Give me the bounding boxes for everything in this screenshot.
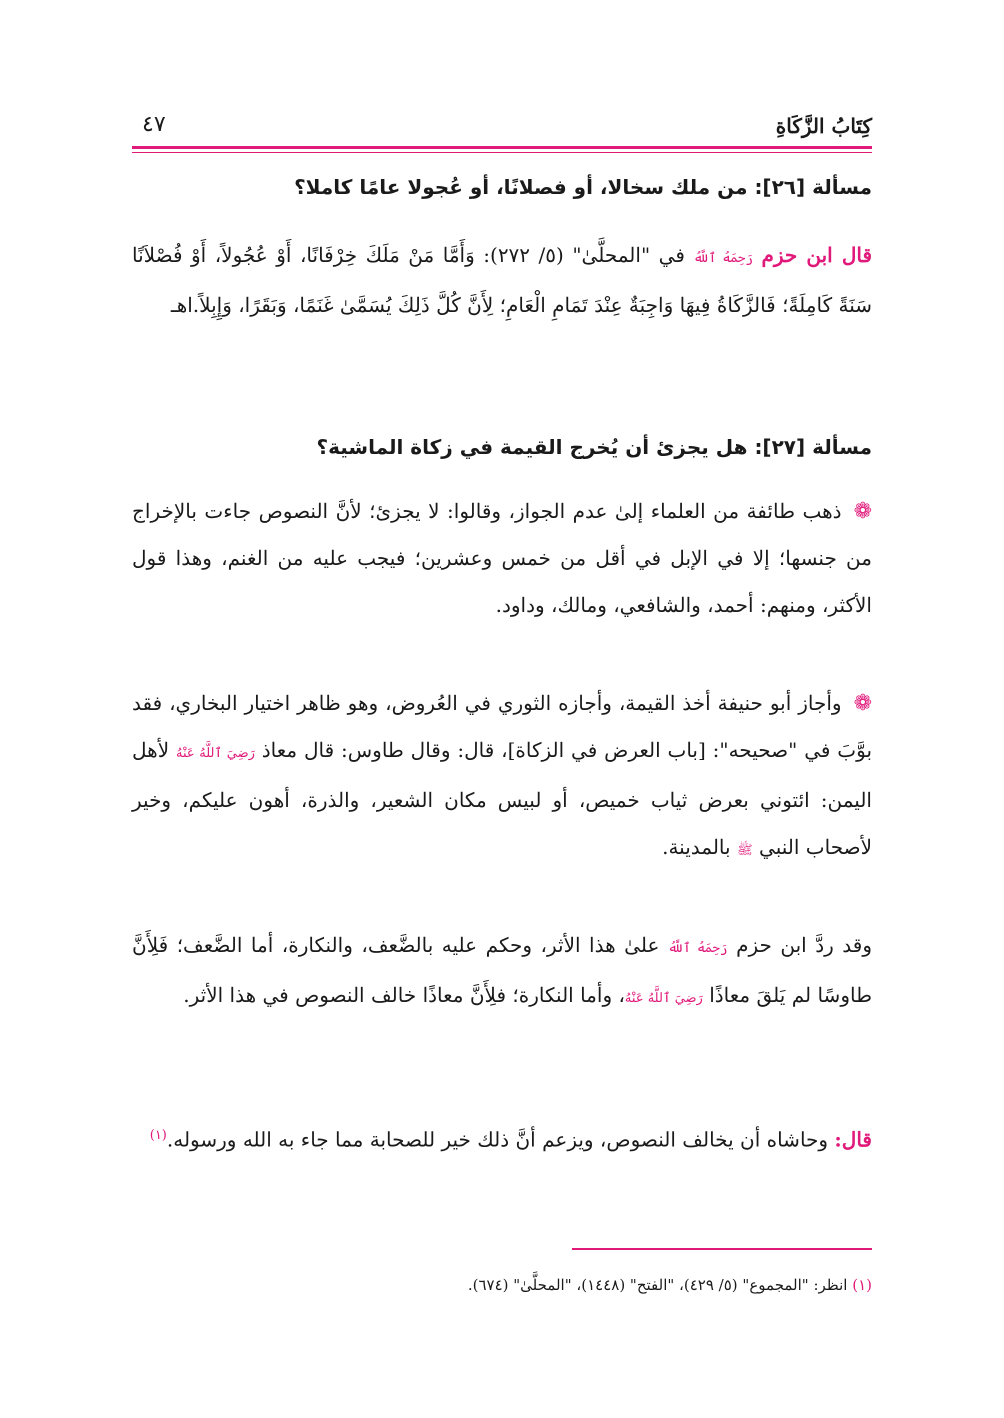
- qala-label: قال:: [834, 1127, 872, 1152]
- book-page: [132, 0, 872, 1418]
- paragraph-text-b: لأهل اليمن: ائتوني بعرض ثياب خميص، أو لبيس مكان الشعير، والذرة، أهون عليكم، وخير لأصحاب النبي: [132, 738, 872, 859]
- flower-bullet-icon: ❁: [853, 691, 872, 716]
- honorific-rahimahullah: رَحِمَهُ ٱللَّهُ: [667, 941, 728, 956]
- paragraph-ibn-hazm-rebuttal: [132, 922, 872, 1022]
- footnote-number: (١): [852, 1276, 872, 1294]
- honorific-radiyallahu: رَضِيَ ٱللَّهُ عَنْهُ: [175, 746, 255, 761]
- book-title: كِتَابُ الزَّكَاةِ: [775, 114, 872, 138]
- question-text: هل يجزئ أن يُخرج القيمة في زكاة الماشية؟: [316, 435, 748, 459]
- honorific-salawat: ﷺ: [736, 843, 753, 858]
- paragraph-qala: [132, 1112, 872, 1164]
- paragraph-abu-hanifa-view: [132, 680, 872, 874]
- question-label: مسألة [٢٧]:: [754, 435, 872, 459]
- flower-bullet-icon: ❁: [853, 499, 872, 524]
- paragraph-text-b: علىٰ هذا الأثر، وحكم عليه بالضَّعف، والنكارة، أما الضَّعف؛ فَلِأَنَّ طاوسًا لم يَلقَ معاذًا: [132, 933, 872, 1007]
- page-number: ٤٧: [142, 112, 166, 137]
- speaker-name: قال ابن حزم: [761, 243, 873, 267]
- header-rule-thick: [132, 146, 872, 149]
- honorific-radiyallahu: رَضِيَ ٱللَّهُ عَنْهُ: [624, 991, 703, 1006]
- paragraph-text: وحاشاه أن يخالف النصوص، ويزعم أنَّ ذلك خير للصحابة مما جاء به الله ورسوله.: [166, 1127, 829, 1152]
- footnote-rule: [572, 1248, 872, 1250]
- footnote-reference[interactable]: (١): [149, 1128, 167, 1143]
- question-text: من ملك سخالا، أو فصلانًا، أو عُجولا عامًا كاملا؟: [294, 175, 748, 199]
- paragraph-text: ذهب طائفة من العلماء إلىٰ عدم الجواز، وقالوا: لا يجزئ؛ لأنَّ النصوص جاءت بالإخراج من جنسها؛ إلا في الإبل في أقل من خمس وعشرين؛ فيجب عليه من الغنم، وهذا قول الأكثر، ومنهم: أحمد، والشافعي، ومالك، وداود.: [132, 499, 872, 617]
- question-26: [132, 172, 872, 202]
- question-27: [132, 432, 872, 462]
- question-label: مسألة [٢٦]:: [754, 175, 872, 199]
- paragraph-text-c: ، وأما النكارة؛ فلِأَنَّ معاذًا خالف النصوص في هذا الأثر.: [183, 983, 625, 1007]
- footnote-text: انظر: "المجموع" (٥/ ٤٢٩)، "الفتح" (١٤٤٨)، "المحلَّىٰ" (٦٧٤).: [467, 1276, 848, 1294]
- paragraph-text: في "المحلَّىٰ" (٥/ ٢٧٢): وَأَمَّا مَنْ مَلَكَ خِرْفَانًا، أَوْ عُجُولاً، أَوْ فُصْلاَنًا سَنَةً كَامِلَةً؛ فَالزَّكَاةُ فِيهَا وَاجِبَةٌ عِنْدَ تَمَامِ الْعَامِ؛ لِأَنَّ كُلَّ ذَلِكَ يُسَمَّىٰ غَنَمًا، وَبَقَرًا، وَإِبِلاً.اهـ: [132, 243, 872, 317]
- honorific-rahimahullah: رَحِمَهُ ٱللَّهُ: [693, 251, 753, 266]
- paragraph-text-a: وأجاز أبو حنيفة أخذ القيمة، وأجازه الثوري في العُروض، وهو ظاهر اختيار البخاري، فقد بوَّبَ في "صحيحه": [باب العرض في الزكاة]، قال: وقال طاوس: قال معاذ: [132, 691, 873, 762]
- paragraph-ibn-hazm: [132, 232, 872, 329]
- paragraph-text-a: وقد ردَّ ابن حزم: [736, 933, 873, 957]
- header-rule-thin: [132, 152, 872, 153]
- paragraph-text-c: بالمدينة.: [662, 835, 731, 859]
- footnote: [132, 1272, 872, 1298]
- page-header: [132, 110, 872, 144]
- paragraph-majority-view: [132, 488, 872, 629]
